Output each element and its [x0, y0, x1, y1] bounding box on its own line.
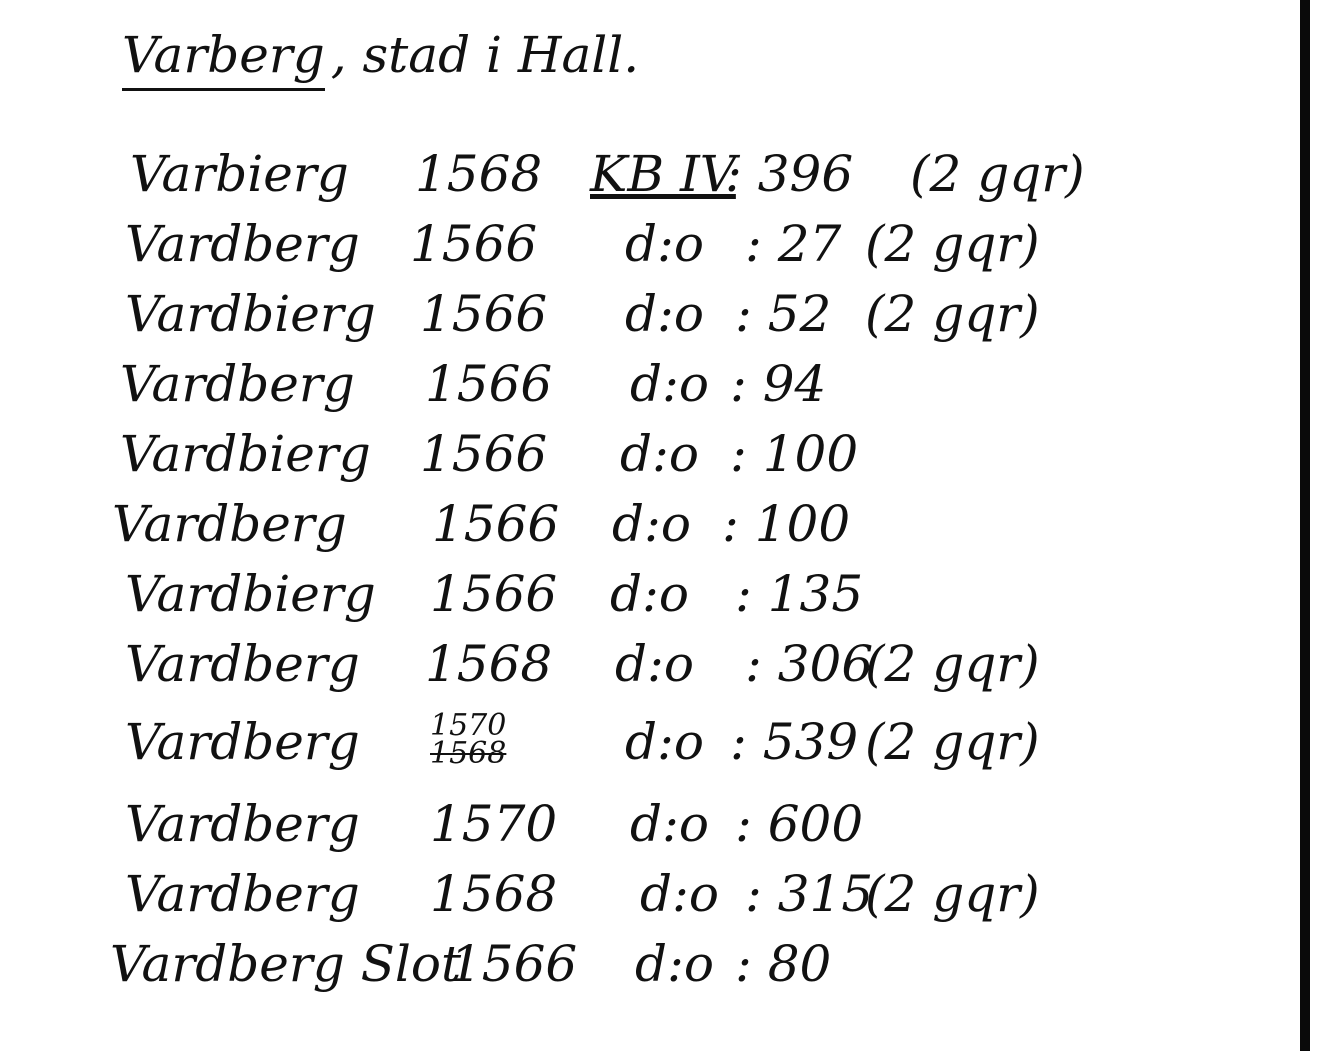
entry-year-struck: 1568: [430, 736, 507, 771]
entry-note: (2 gqr): [910, 145, 1085, 203]
entry-note: (2 gqr): [865, 865, 1040, 923]
entry-year: 1566: [450, 935, 578, 993]
entry-year: 1566: [410, 215, 538, 273]
entry-note: (2 gqr): [865, 285, 1040, 343]
entry-name: Vardbierg: [125, 285, 376, 343]
entry-year: 1570: [430, 708, 507, 743]
entry-source: d:o: [635, 935, 714, 993]
entry-year-corrected: [430, 708, 507, 771]
entry-page: : 27: [745, 215, 842, 273]
entry-page: : 80: [735, 935, 832, 993]
entry-source: d:o: [630, 795, 709, 853]
entry-page: : 600: [735, 795, 864, 853]
entry-note: (2 gqr): [865, 635, 1040, 693]
entry-page: : 94: [730, 355, 827, 413]
entry-name: Vardberg: [120, 355, 355, 413]
entry-source: KB IV: [590, 145, 736, 203]
entry-source: d:o: [612, 495, 691, 553]
entry-source: d:o: [620, 425, 699, 483]
entry-source: d:o: [640, 865, 719, 923]
heading-place: Varberg: [122, 26, 325, 91]
entry-year: 1568: [430, 865, 558, 923]
entry-name: Vardberg: [125, 635, 360, 693]
entry-source: d:o: [625, 215, 704, 273]
entry-page: : 100: [730, 425, 859, 483]
entry-year: 1568: [415, 145, 543, 203]
entry-page: : 396: [725, 145, 854, 203]
entry-source: d:o: [610, 565, 689, 623]
entry-page: : 100: [722, 495, 851, 553]
entry-source: d:o: [625, 285, 704, 343]
entry-page: : 135: [735, 565, 864, 623]
entry-page: : 306: [745, 635, 874, 693]
entry-page: : 315: [745, 865, 874, 923]
entry-source: d:o: [625, 713, 704, 771]
entry-name: Vardberg: [125, 215, 360, 273]
entry-name: Vardbierg: [125, 565, 376, 623]
card-edge-line: [1300, 0, 1310, 1051]
entry-name: Vardberg: [125, 865, 360, 923]
entry-name: Vardberg: [125, 795, 360, 853]
entry-year: 1566: [425, 355, 553, 413]
entry-year: 1566: [420, 285, 548, 343]
entry-name: Varbierg: [130, 145, 349, 203]
heading-rest: , stad i Hall.: [330, 26, 640, 84]
entry-page: : 539: [730, 713, 859, 771]
entry-name: Vardbierg: [120, 425, 371, 483]
entry-note: (2 gqr): [865, 215, 1040, 273]
entry-note: (2 gqr): [865, 713, 1040, 771]
entry-source: d:o: [630, 355, 709, 413]
entry-name: Vardberg: [125, 713, 360, 771]
entry-name: Vardberg Slot: [110, 935, 462, 993]
entry-year: 1570: [430, 795, 558, 853]
entry-year: 1566: [430, 565, 558, 623]
entry-name: Vardberg: [112, 495, 347, 553]
entry-page: : 52: [735, 285, 832, 343]
entry-source: d:o: [615, 635, 694, 693]
entry-year: 1566: [420, 425, 548, 483]
entry-year: 1568: [425, 635, 553, 693]
entry-year: 1566: [432, 495, 560, 553]
